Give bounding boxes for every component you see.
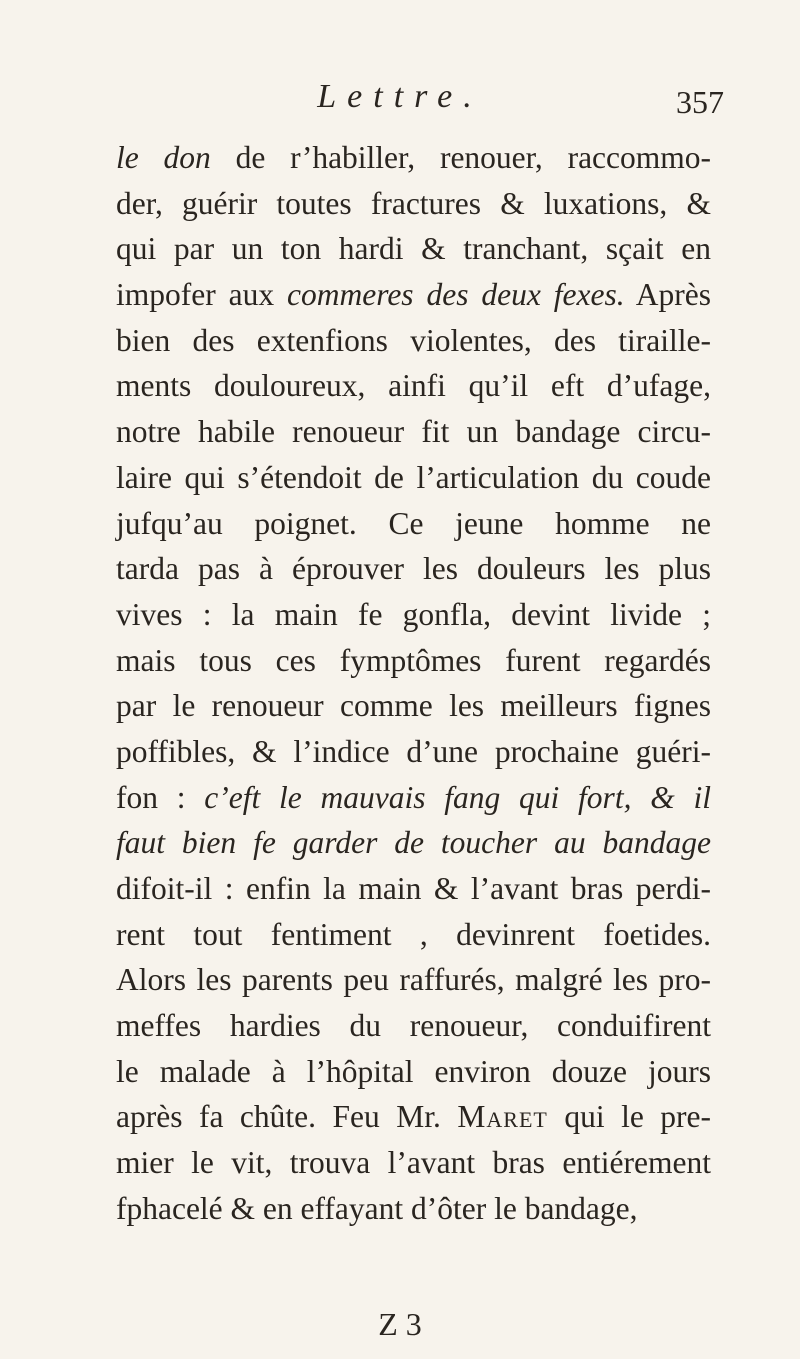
text-segment: meffes hardies du renoueur, conduifirent [116, 1008, 711, 1044]
signature-mark: Z 3 [378, 1306, 422, 1342]
text-segment: c’eft le mauvais fang qui fort, & il [204, 779, 711, 815]
text-segment: poffibles, & l’indice d’une prochaine guéri- [116, 733, 711, 769]
text-segment: Alors les parents peu raffurés, malgré les pro- [116, 962, 711, 998]
text-line [116, 1140, 711, 1186]
text-segment: qui par un ton hardi & tranchant, sçait en [116, 231, 711, 267]
text-segment: bien des extenfions violentes, des tiraille- [116, 322, 711, 358]
text-segment: de r’habiller, renouer, raccommo- [210, 140, 712, 175]
text-line [116, 866, 711, 912]
text-line [116, 912, 711, 958]
text-line [116, 957, 711, 1003]
text-segment: le malade à l’hôpital environ douze jours [116, 1053, 711, 1089]
text-line [116, 546, 711, 592]
text-line [116, 638, 711, 684]
text-segment: après fa chûte. Feu Mr. [116, 1099, 458, 1135]
text-segment: jufqu’au poignet. Ce jeune homme ne [116, 505, 711, 541]
text-segment: impofer aux [116, 277, 288, 313]
text-segment: ments douloureux, ainfi qu’il eft d’ufage, [116, 368, 711, 404]
text-line [116, 1003, 711, 1049]
text-line [116, 729, 711, 775]
text-line [116, 226, 711, 272]
text-segment: fphacelé & en effayant d’ôter le bandage, [116, 1190, 638, 1226]
body-text [116, 135, 711, 1232]
text-segment: qui le pre- [547, 1099, 711, 1135]
text-segment: Maret [457, 1099, 548, 1135]
text-line [116, 1094, 711, 1140]
text-line [116, 272, 711, 318]
text-segment: rent tout fentiment , devinrent foetides. [116, 916, 711, 952]
text-line [116, 1049, 711, 1095]
text-line [116, 409, 711, 455]
text-line [116, 363, 711, 409]
text-line [116, 135, 711, 181]
running-head [0, 78, 800, 128]
text-line [116, 181, 711, 227]
text-segment: difoit-il : enfin la main & l’avant bras perdi- [116, 871, 711, 906]
text-segment: Après [624, 277, 711, 313]
text-line [116, 592, 711, 638]
text-segment: mais tous ces fymptômes furent regardés [116, 642, 711, 678]
running-title: Lettre. [317, 78, 483, 115]
text-line [116, 1186, 711, 1232]
text-segment: mier le vit, trouva l’avant bras entiérement [116, 1145, 711, 1181]
text-segment: faut bien fe garder de toucher au bandage [116, 825, 711, 861]
text-line [116, 455, 711, 501]
text-segment: der, guérir toutes fractures & luxations, & [116, 185, 711, 221]
text-segment: fon : [116, 779, 205, 815]
text-line [116, 775, 711, 821]
text-line [116, 683, 711, 729]
text-segment: vives : la main fe gonfla, devint livide ; [116, 596, 711, 632]
text-segment: le don [116, 140, 211, 175]
text-segment: par le renoueur comme les meilleurs fignes [116, 688, 711, 724]
text-segment: commeres des deux fexes. [287, 277, 625, 313]
text-line [116, 501, 711, 547]
text-line [116, 318, 711, 364]
text-line [116, 820, 711, 866]
page-number: 357 [676, 84, 724, 120]
text-segment: tarda pas à éprouver les douleurs les plus [116, 551, 711, 587]
text-segment: laire qui s’étendoit de l’articulation du coude [116, 459, 711, 495]
text-segment: notre habile renoueur fit un bandage circu- [116, 414, 711, 450]
